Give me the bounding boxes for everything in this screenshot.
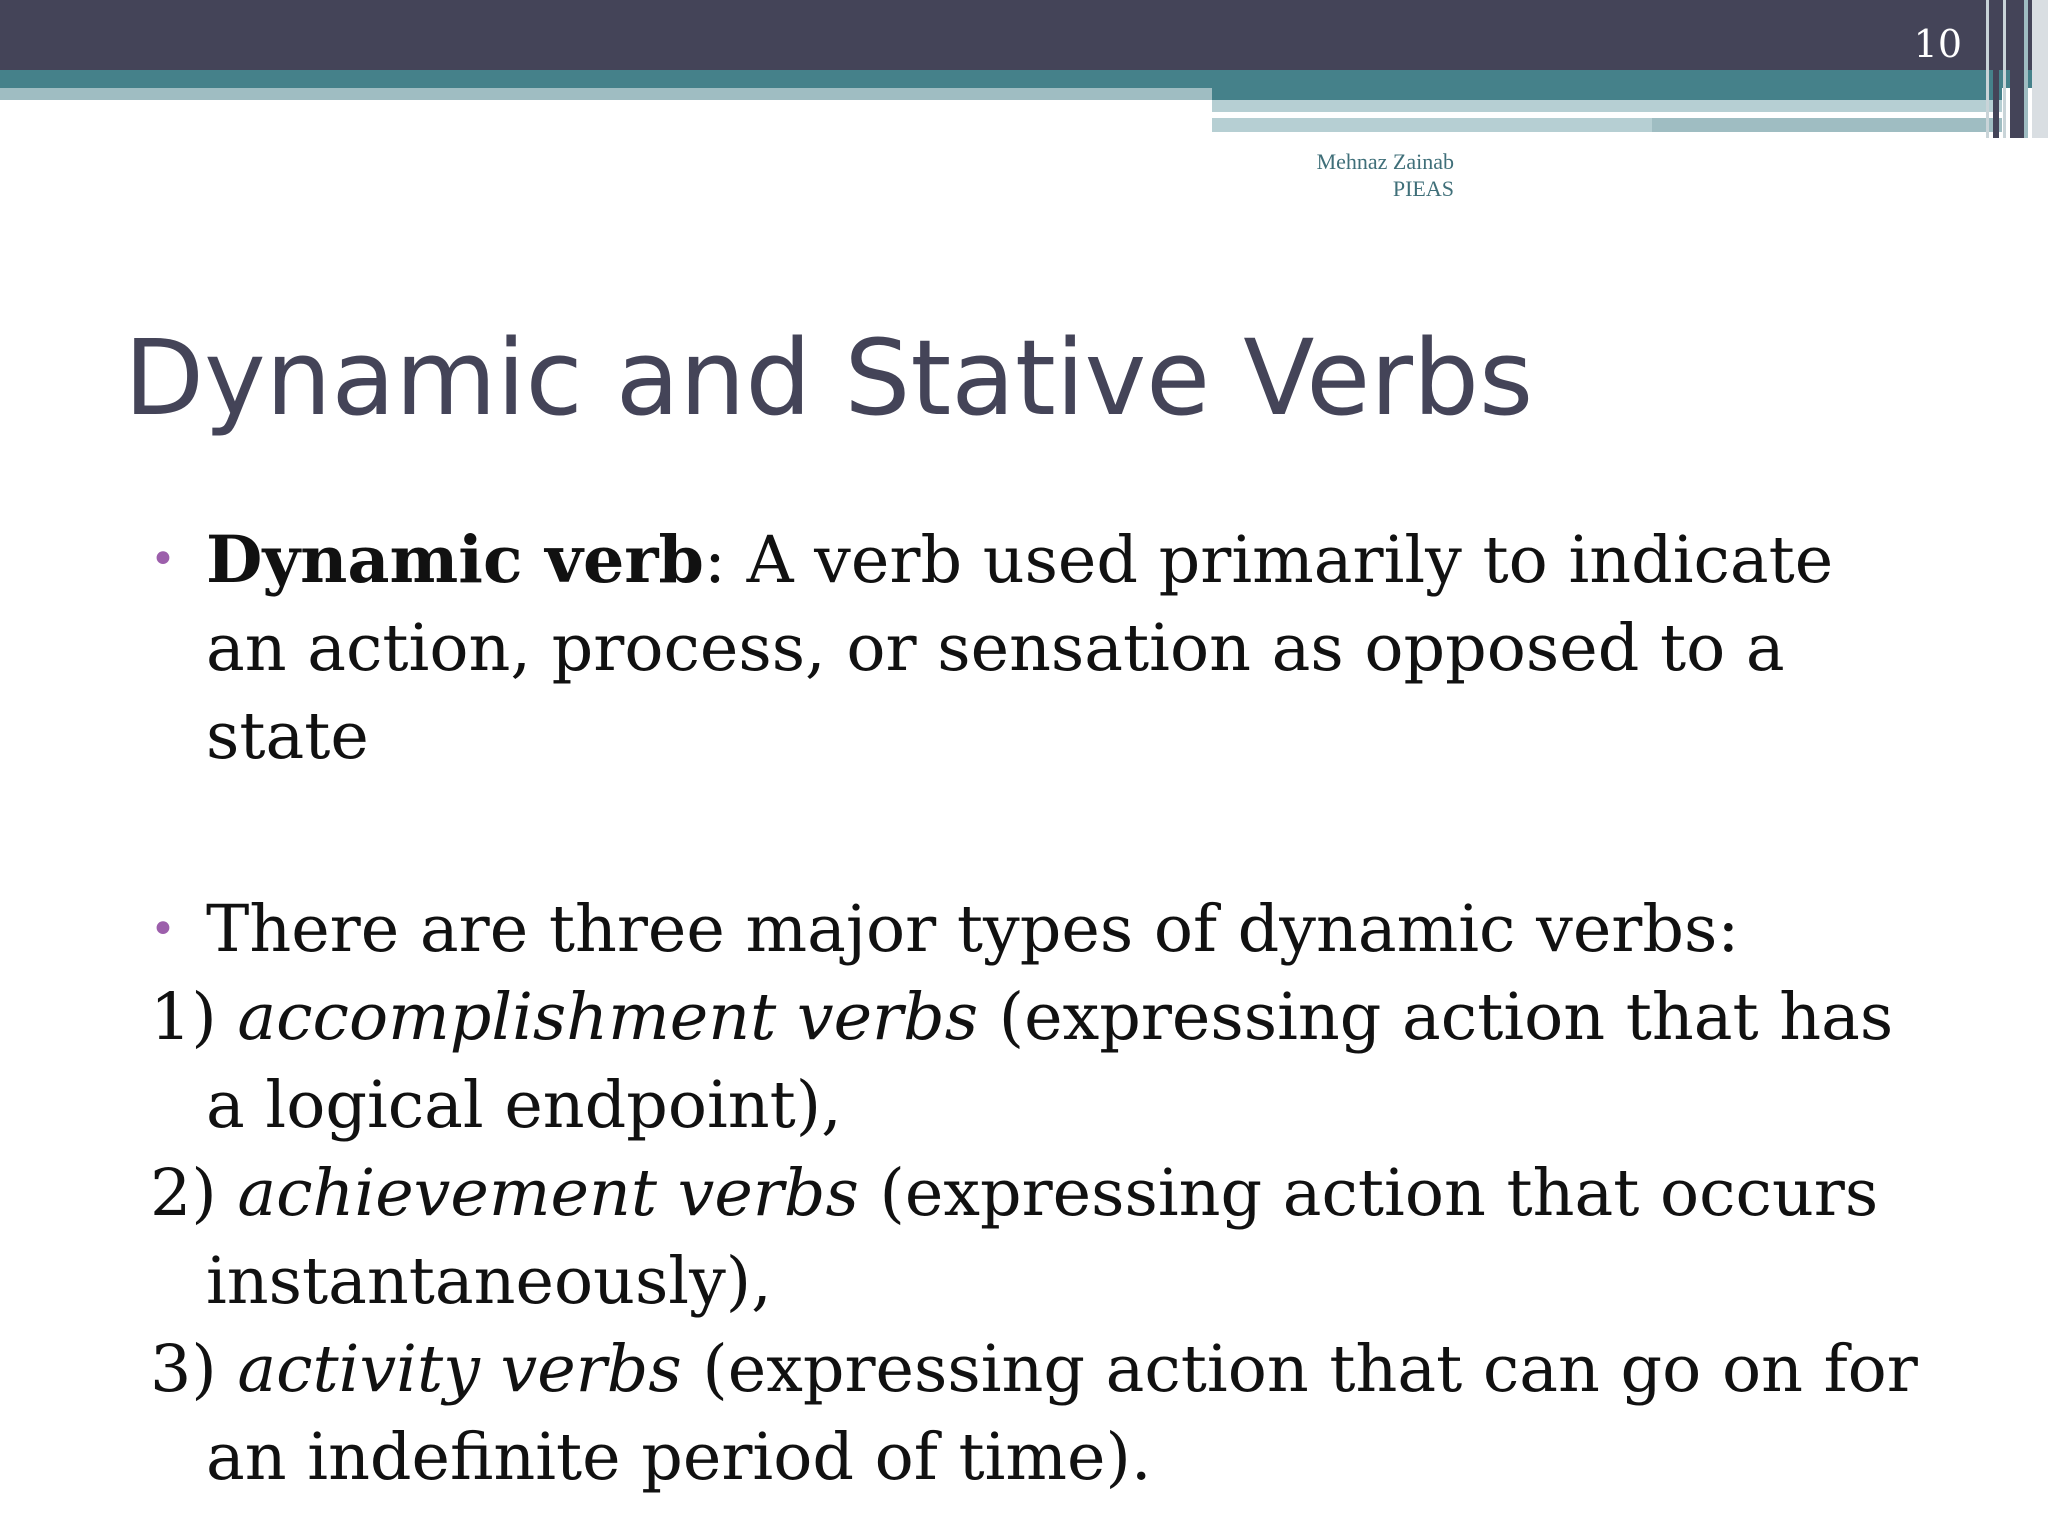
list-item	[150, 974, 1930, 1150]
list-item	[150, 1326, 1930, 1502]
spacer	[150, 781, 1930, 886]
header-band-light-right	[1212, 88, 2002, 100]
author-block	[1200, 148, 1454, 202]
header-step-band-lower	[1212, 118, 1652, 132]
slide-number: 10	[1913, 22, 1962, 66]
author-org: PIEAS	[1392, 176, 1454, 201]
bullet-text: : A verb used primarily to indicate an action, process, or sensation as opposed to a state	[206, 523, 1834, 774]
header-vertical-bar	[1993, 0, 1999, 138]
bullet-icon: •	[150, 534, 176, 585]
list-text: (expressing action that can go on for an indefinite period of time).	[206, 1332, 1918, 1495]
header-vertical-bar	[2032, 0, 2048, 138]
slide-title: Dynamic and Stative Verbs	[124, 317, 1534, 439]
list-number: 1)	[150, 980, 217, 1055]
header-step-band	[1212, 100, 2002, 112]
list-number: 3)	[150, 1332, 217, 1407]
bullet-icon: •	[150, 904, 176, 955]
header-vertical-bar	[1986, 0, 1989, 138]
bullet-item	[150, 886, 1930, 974]
bullet-item	[150, 516, 1930, 781]
bullet-text: There are three major types of dynamic verbs:	[206, 892, 1740, 967]
list-term: activity verbs	[237, 1332, 682, 1407]
header-band-light	[0, 88, 1212, 100]
header-step-band-lower-right	[1652, 118, 2002, 132]
list-item	[150, 1150, 1930, 1326]
header-vertical-bar	[2024, 0, 2028, 138]
author-name: Mehnaz Zainab	[1316, 149, 1454, 174]
list-text: (expressing action that occurs instantaneously),	[206, 1156, 1879, 1319]
header-vertical-bar	[2010, 0, 2024, 138]
list-text: (expressing action that has a logical endpoint),	[206, 980, 1894, 1143]
slide-body	[150, 516, 1930, 1502]
header-vertical-bar	[2003, 0, 2006, 138]
header-band-dark	[0, 0, 2048, 70]
bullet-term: Dynamic verb	[206, 522, 705, 598]
list-number: 2)	[150, 1156, 217, 1231]
list-term: accomplishment verbs	[237, 980, 979, 1055]
header-band-teal	[0, 70, 2048, 88]
list-term: achievement verbs	[237, 1156, 859, 1231]
